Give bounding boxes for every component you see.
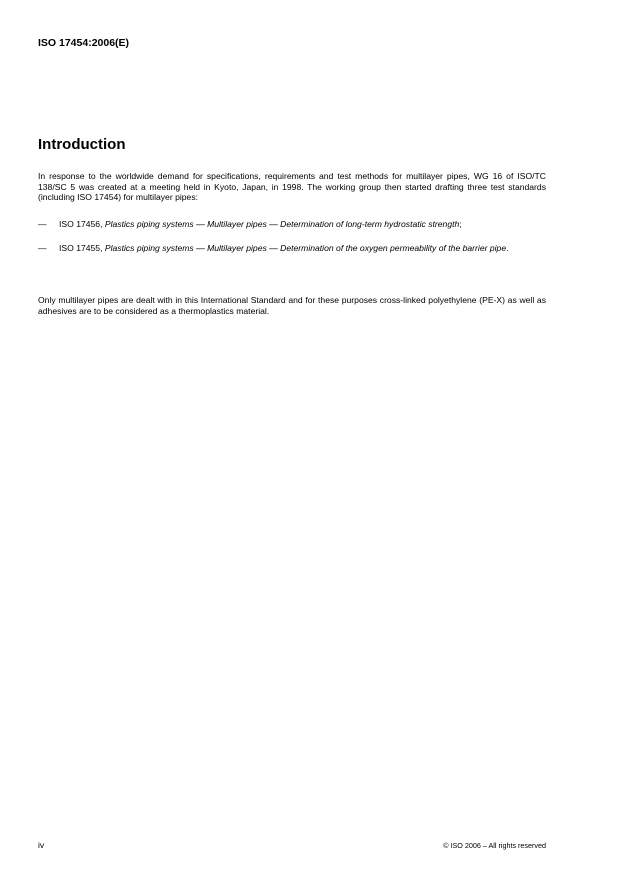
standards-list: [38, 219, 546, 266]
scope-paragraph: Only multilayer pipes are dealt with in this International Standard and for these purposes cross-linked polyethylene (PE-X) as well as adhesives are to be considered as a thermoplastics material.: [38, 295, 546, 316]
list-item-reference: ISO 17456,: [59, 219, 103, 229]
list-item-title: Plastics piping systems — Multilayer pipes — Determination of long-term hydrostatic strength: [104, 219, 460, 229]
list-item-end: .: [506, 242, 509, 253]
list-dash: —: [38, 219, 47, 229]
list-item-end: ;: [459, 219, 462, 229]
list-item: [38, 219, 546, 230]
list-item: [38, 243, 546, 254]
list-item-reference: ISO 17455,: [59, 242, 103, 253]
intro-paragraph: In response to the worldwide demand for specifications, requirements and test methods for multilayer pipes, WG 16 of ISO/TC 138/SC 5 was created at a meeting held in Kyoto, Japan, in 1998. The working group then started drafting three test standards (including ISO 17454) for multilayer pipes:: [38, 171, 546, 203]
document-header-id: ISO 17454:2006(E): [38, 37, 130, 49]
list-item-title: Plastics piping systems — Multilayer pipes — Determination of the oxygen permeability of the barrier pipe: [104, 242, 507, 253]
section-title: Introduction: [38, 136, 126, 153]
copyright-notice: © ISO 2006 – All rights reserved: [443, 841, 546, 850]
page-number: iv: [38, 840, 45, 850]
list-dash: —: [38, 242, 47, 253]
